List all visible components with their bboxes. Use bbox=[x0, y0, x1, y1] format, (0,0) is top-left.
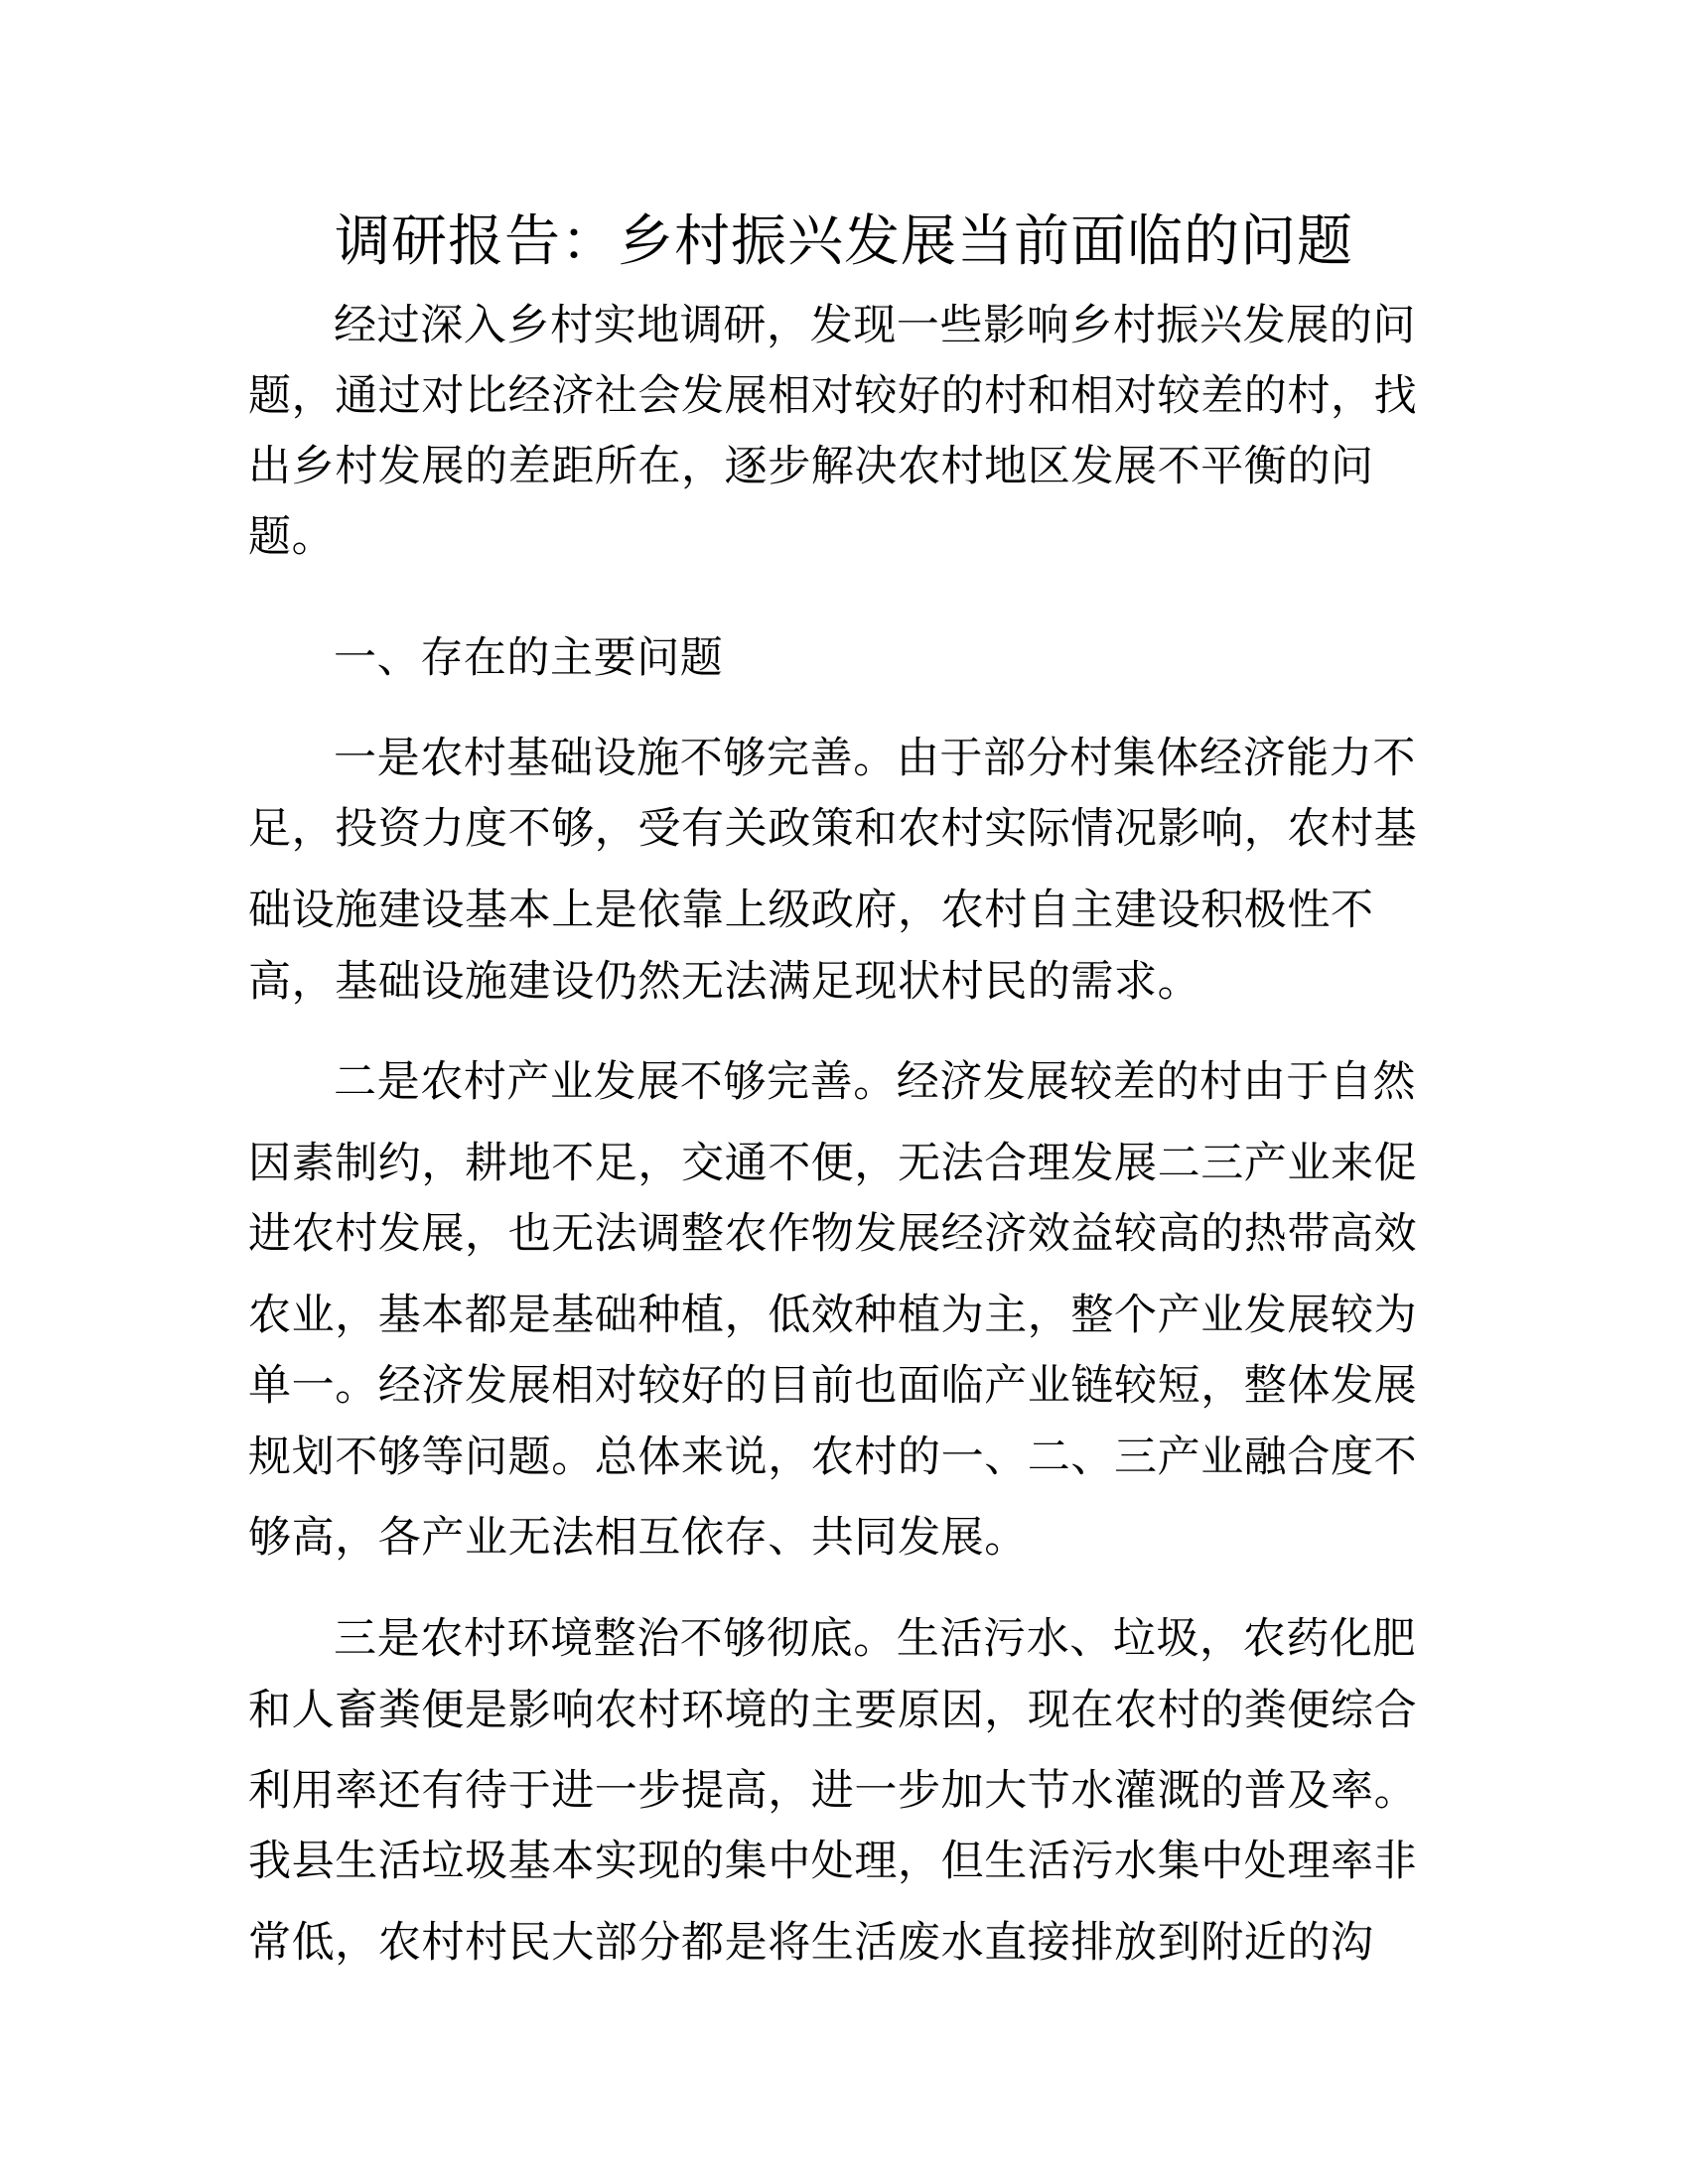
text-line: 进农村发展，也无法调整农作物发展经济效益较高的热带高效 bbox=[248, 1209, 1418, 1259]
text-line: 利用率还有待于进一步提高，进一步加大节水灌溉的普及率。 bbox=[248, 1766, 1418, 1816]
text-line: 够高，各产业无法相互依存、共同发展。 bbox=[248, 1513, 1028, 1563]
document-title: 调研报告：乡村振兴发展当前面临的问题 bbox=[335, 209, 1353, 274]
text-line: 我县生活垃圾基本实现的集中处理，但生活污水集中处理率非 bbox=[248, 1837, 1418, 1886]
text-line: 题。 bbox=[248, 512, 336, 562]
text-line: 足，投资力度不够，受有关政策和农村实际情况影响，农村基 bbox=[248, 804, 1418, 854]
text-line: 常低，农村村民大部分都是将生活废水直接排放到附近的沟 bbox=[248, 1918, 1374, 1968]
text-line: 三是农村环境整治不够彻底。生活污水、垃圾，农药化肥 bbox=[334, 1614, 1416, 1664]
text-line: 题，通过对比经济社会发展相对较好的村和相对较差的村，找 bbox=[248, 371, 1418, 421]
text-line: 规划不够等问题。总体来说，农村的一、二、三产业融合度不 bbox=[248, 1433, 1418, 1482]
text-line: 二是农村产业发展不够完善。经济发展较差的村由于自然 bbox=[334, 1057, 1416, 1107]
text-line: 高，基础设施建设仍然无法满足现状村民的需求。 bbox=[248, 957, 1201, 1007]
text-line: 和人畜粪便是影响农村环境的主要原因，现在农村的粪便综合 bbox=[248, 1686, 1418, 1735]
text-line: 一是农村基础设施不够完善。由于部分村集体经济能力不 bbox=[334, 734, 1416, 783]
text-line: 出乡村发展的差距所在，逐步解决农村地区发展不平衡的问 bbox=[248, 442, 1374, 491]
section-heading-text: 一、存在的主要问题 bbox=[334, 633, 724, 683]
text-line: 经过深入乡村实地调研，发现一些影响乡村振兴发展的问 bbox=[334, 301, 1416, 350]
text-line: 因素制约，耕地不足，交通不便，无法合理发展二三产业来促 bbox=[248, 1139, 1418, 1188]
text-line: 农业，基本都是基础种植，低效种植为主，整个产业发展较为 bbox=[248, 1291, 1418, 1340]
text-line: 础设施建设基本上是依靠上级政府，农村自主建设积极性不 bbox=[248, 886, 1374, 935]
text-line: 单一。经济发展相对较好的目前也面临产业链较短，整体发展 bbox=[248, 1361, 1418, 1411]
